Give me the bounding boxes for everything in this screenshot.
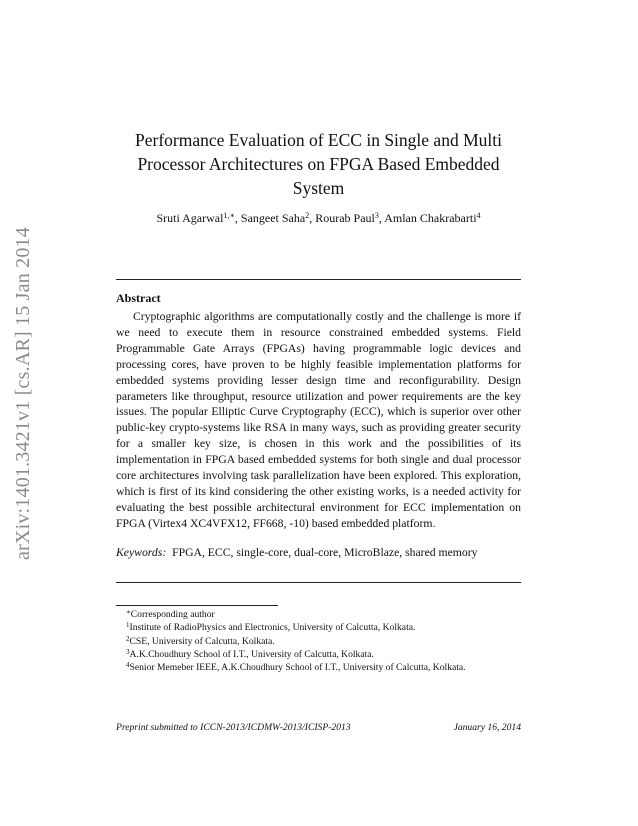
footnote-text: Corresponding author xyxy=(130,609,215,620)
footnote-text: A.K.Choudhury School of I.T., University of Calcutta, Kolkata. xyxy=(129,648,374,660)
author-list: Sruti Agarwal$^{1,∗}$, Sangeet Saha$^2$, Rourab Paul$^3$, Amlan Chakrabarti$^4$ xyxy=(156,211,481,225)
author-name: Rourab Paul xyxy=(315,211,375,225)
keywords-text: FPGA, ECC, single-core, dual-core, MicroBlaze, shared memory xyxy=(172,546,478,559)
preprint-note: Preprint submitted to ICCN-2013/ICDMW-2013/ICISP-2013 xyxy=(116,722,351,733)
keywords-label: Keywords: xyxy=(116,546,167,559)
footnote-mark: ∗ xyxy=(126,608,131,616)
preprint-date: January 16, 2014 xyxy=(453,722,521,733)
author-name: Amlan Chakrabarti xyxy=(384,211,477,225)
keywords xyxy=(116,545,521,561)
footnote xyxy=(116,648,521,661)
abstract-top-rule xyxy=(116,279,521,280)
footnote-mark: 1 xyxy=(126,621,130,630)
author-name: Sruti Agarwal xyxy=(156,211,224,225)
footnote-text: CSE, University of Calcutta, Kolkata. xyxy=(129,635,275,647)
author-affiliation-mark: 1,∗ xyxy=(223,211,235,220)
footnote-mark: 3 xyxy=(126,647,130,656)
paper-title: Performance Evaluation of ECC in Single and Multi Processor Architectures on FPGA Based Embedded System xyxy=(135,130,502,198)
footnote-rule xyxy=(116,605,278,606)
footnote-text: Institute of RadioPhysics and Electronics, University of Calcutta, Kolkata. xyxy=(129,622,416,634)
author-affiliation-mark: 2 xyxy=(305,211,310,220)
footnote-mark: 4 xyxy=(126,661,130,670)
arxiv-identifier: arXiv:1401.3421v1 [cs.AR] 15 Jan 2014 xyxy=(12,227,34,560)
footnote xyxy=(116,621,521,634)
abstract-text: Cryptographic algorithms are computationally costly and the challenge is more if we need to execute them in resource constrained embedded systems. Field Programmable Gate Arrays (FPGAs) having programmable logic devices and processing cores, have proven to be highly feasible implementation platforms for embedded systems providing lesser design time and reconfigurability. Design parameters like throughput, resource utilization and power requirements are the key issues. The popular Elliptic Curve Cryptography (ECC), which is superior over other public-key crypto-systems like RSA in many ways, such as providing greater security for a smaller key size, is chosen in this work and the possibilities of its implementation in FPGA based embedded systems for both single and dual processor core architectures involving task parallelization have been explored. This exploration, which is first of its kind considering the other existing works, is a needed activity for evaluating the best possible architectural environment for ECC implementation on FPGA (Virtex4 XC4VFX12, FF668, -10) based embedded platform. xyxy=(116,310,521,530)
footnote-text: Senior Memeber IEEE, A.K.Choudhury School of I.T., University of Calcutta, Kolkata. xyxy=(129,662,466,674)
author-affiliation-mark: 4 xyxy=(476,211,481,220)
author-name: Sangeet Saha xyxy=(240,211,306,225)
footnote xyxy=(116,608,521,621)
footnote-mark: 2 xyxy=(126,634,130,643)
abstract-heading: Abstract xyxy=(116,291,161,305)
footnote xyxy=(116,635,521,648)
author-affiliation-mark: 3 xyxy=(374,211,379,220)
abstract-bottom-rule xyxy=(116,582,521,583)
footnotes xyxy=(116,608,521,674)
footnote xyxy=(116,661,521,674)
